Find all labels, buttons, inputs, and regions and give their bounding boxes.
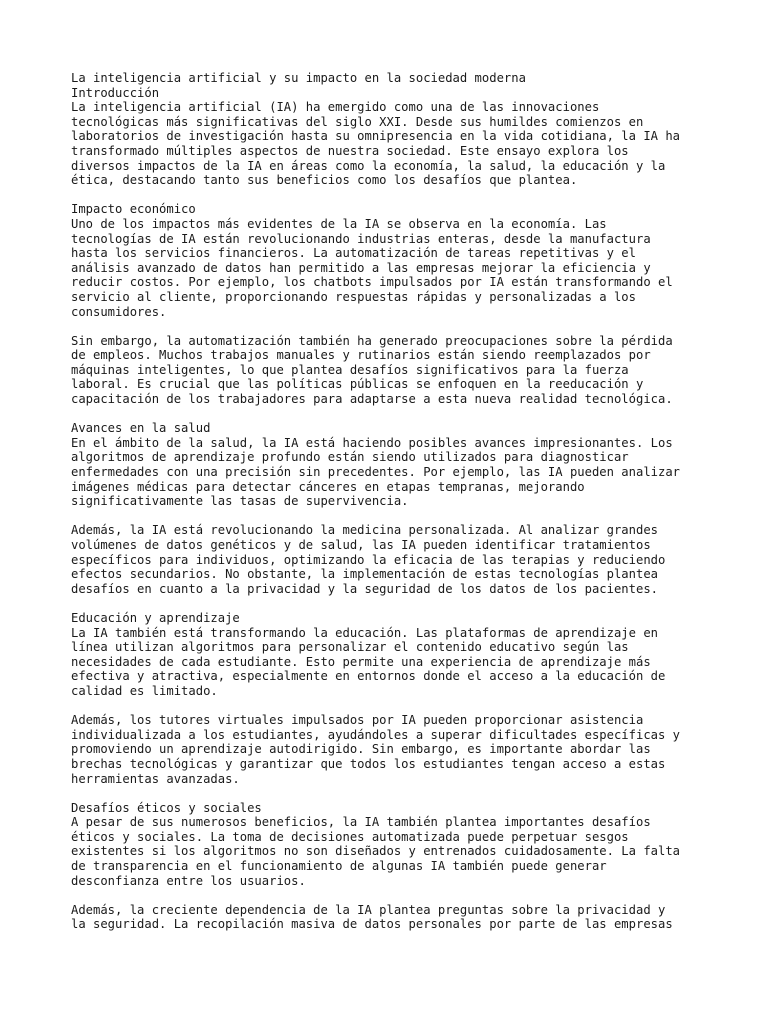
section-heading: Desafíos éticos y sociales [71, 800, 262, 815]
text-line: Además, la creciente dependencia de la IA plantea preguntas sobre la privacidad y [71, 902, 666, 917]
text-line: La IA también está transformando la educación. Las plataformas de aprendizaje en [71, 625, 658, 640]
section-heading: Introducción [71, 85, 160, 100]
text-line: laboral. Es crucial que las políticas públicas se enfoquen en la reeducación y [71, 377, 644, 392]
text-line: ética, destacando tanto sus beneficios como los desafíos que plantea. [71, 173, 578, 188]
paragraph [71, 903, 731, 932]
text-line: reducir costos. Por ejemplo, los chatbots impulsados por IA están transformando el [71, 275, 673, 290]
text-line: diversos impactos de la IA en áreas como la economía, la salud, la educación y la [71, 158, 666, 173]
text-line: efectiva y atractiva, especialmente en entornos donde el acceso a la educación de [71, 669, 666, 684]
paragraph-spacer [71, 319, 731, 334]
document-page [71, 71, 731, 932]
text-line: de transparencia en el funcionamiento de algunas IA también puede generar [71, 859, 607, 874]
text-line: A pesar de sus numerosos beneficios, la IA también plantea importantes desafíos [71, 815, 651, 830]
text-line: herramientas avanzadas. [71, 771, 240, 786]
paragraph [71, 100, 731, 188]
section-spacer [71, 407, 731, 422]
text-line: tecnologías de IA están revolucionando industrias enteras, desde la manufactura [71, 231, 651, 246]
section-heading: Avances en la salud [71, 421, 211, 436]
text-line: imágenes médicas para detectar cánceres en etapas tempranas, mejorando [71, 479, 585, 494]
paragraph-spacer [71, 509, 731, 524]
text-line: Además, la IA está revolucionando la medicina personalizada. Al analizar grandes [71, 523, 658, 538]
paragraph-spacer [71, 699, 731, 714]
text-line: desafíos en cuanto a la privacidad y la seguridad de los datos de los pacientes. [71, 581, 658, 596]
text-line: Sin embargo, la automatización también ha generado preocupaciones sobre la pérdida [71, 333, 673, 348]
text-line: La inteligencia artificial (IA) ha emergido como una de las innovaciones [71, 100, 600, 115]
paragraph [71, 334, 731, 407]
paragraph [71, 217, 731, 319]
paragraph [71, 523, 731, 596]
text-line: enfermedades con una precisión sin precedentes. Por ejemplo, las IA pueden analizar [71, 465, 681, 480]
text-line: hasta los servicios financieros. La automatización de tareas repetitivas y el [71, 246, 636, 261]
text-line: significativamente las tasas de supervivencia. [71, 494, 409, 509]
paragraph [71, 626, 731, 699]
text-line: específicos para individuos, optimizando la eficacia de las terapias y reduciendo [71, 552, 666, 567]
text-line: individualizada a los estudiantes, ayudándoles a superar dificultades específicas y [71, 727, 681, 742]
text-line: Además, los tutores virtuales impulsados por IA pueden proporcionar asistencia [71, 713, 644, 728]
text-line: En el ámbito de la salud, la IA está haciendo posibles avances impresionantes. Los [71, 435, 673, 450]
text-line: tecnológicas más significativas del siglo XXI. Desde sus humildes comienzos en [71, 114, 644, 129]
text-line: promoviendo un aprendizaje autodirigido. Sin embargo, es importante abordar las [71, 742, 651, 757]
text-line: consumidores. [71, 304, 167, 319]
section-spacer [71, 786, 731, 801]
document-title: La inteligencia artificial y su impacto en la sociedad moderna [71, 71, 526, 85]
text-line: desconfianza entre los usuarios. [71, 873, 306, 888]
paragraph-spacer [71, 888, 731, 903]
text-line: éticos y sociales. La toma de decisiones automatizada puede perpetuar sesgos [71, 829, 629, 844]
text-line: algoritmos de aprendizaje profundo están siendo utilizados para diagnosticar [71, 450, 629, 465]
paragraph [71, 436, 731, 509]
text-line: línea utilizan algoritmos para personalizar el contenido educativo según las [71, 640, 629, 655]
text-line: análisis avanzado de datos han permitido a las empresas mejorar la eficiencia y [71, 260, 651, 275]
document-body [71, 86, 731, 932]
text-line: capacitación de los trabajadores para adaptarse a esta nueva realidad tecnológica. [71, 392, 673, 407]
text-line: volúmenes de datos genéticos y de salud, las IA pueden identificar tratamientos [71, 538, 651, 552]
text-line: brechas tecnológicas y garantizar que todos los estudiantes tengan acceso a estas [71, 756, 666, 771]
text-line: laboratorios de investigación hasta su omnipresencia en la vida cotidiana, la IA ha [71, 129, 681, 144]
text-line: servicio al cliente, proporcionando respuestas rápidas y personalizadas a los [71, 289, 636, 304]
text-line: calidad es limitado. [71, 683, 218, 698]
text-line: de empleos. Muchos trabajos manuales y rutinarios están siendo reemplazados por [71, 348, 651, 363]
text-line: Uno de los impactos más evidentes de la IA se observa en la economía. Las [71, 216, 607, 231]
paragraph [71, 713, 731, 786]
text-line: máquinas inteligentes, lo que plantea desafíos significativos para la fuerza [71, 362, 629, 377]
section-spacer [71, 596, 731, 611]
section-heading: Educación y aprendizaje [71, 610, 240, 625]
text-line: efectos secundarios. No obstante, la implementación de estas tecnologías plantea [71, 567, 658, 582]
text-line: transformado múltiples aspectos de nuestra sociedad. Este ensayo explora los [71, 143, 629, 158]
section-spacer [71, 188, 731, 203]
text-line: necesidades de cada estudiante. Esto permite una experiencia de aprendizaje más [71, 654, 651, 669]
text-line: existentes si los algoritmos no son diseñados y entrenados cuidadosamente. La falta [71, 844, 681, 859]
text-line: la seguridad. La recopilación masiva de datos personales por parte de las empresas [71, 917, 673, 932]
paragraph [71, 815, 731, 888]
section-heading: Impacto económico [71, 202, 196, 217]
